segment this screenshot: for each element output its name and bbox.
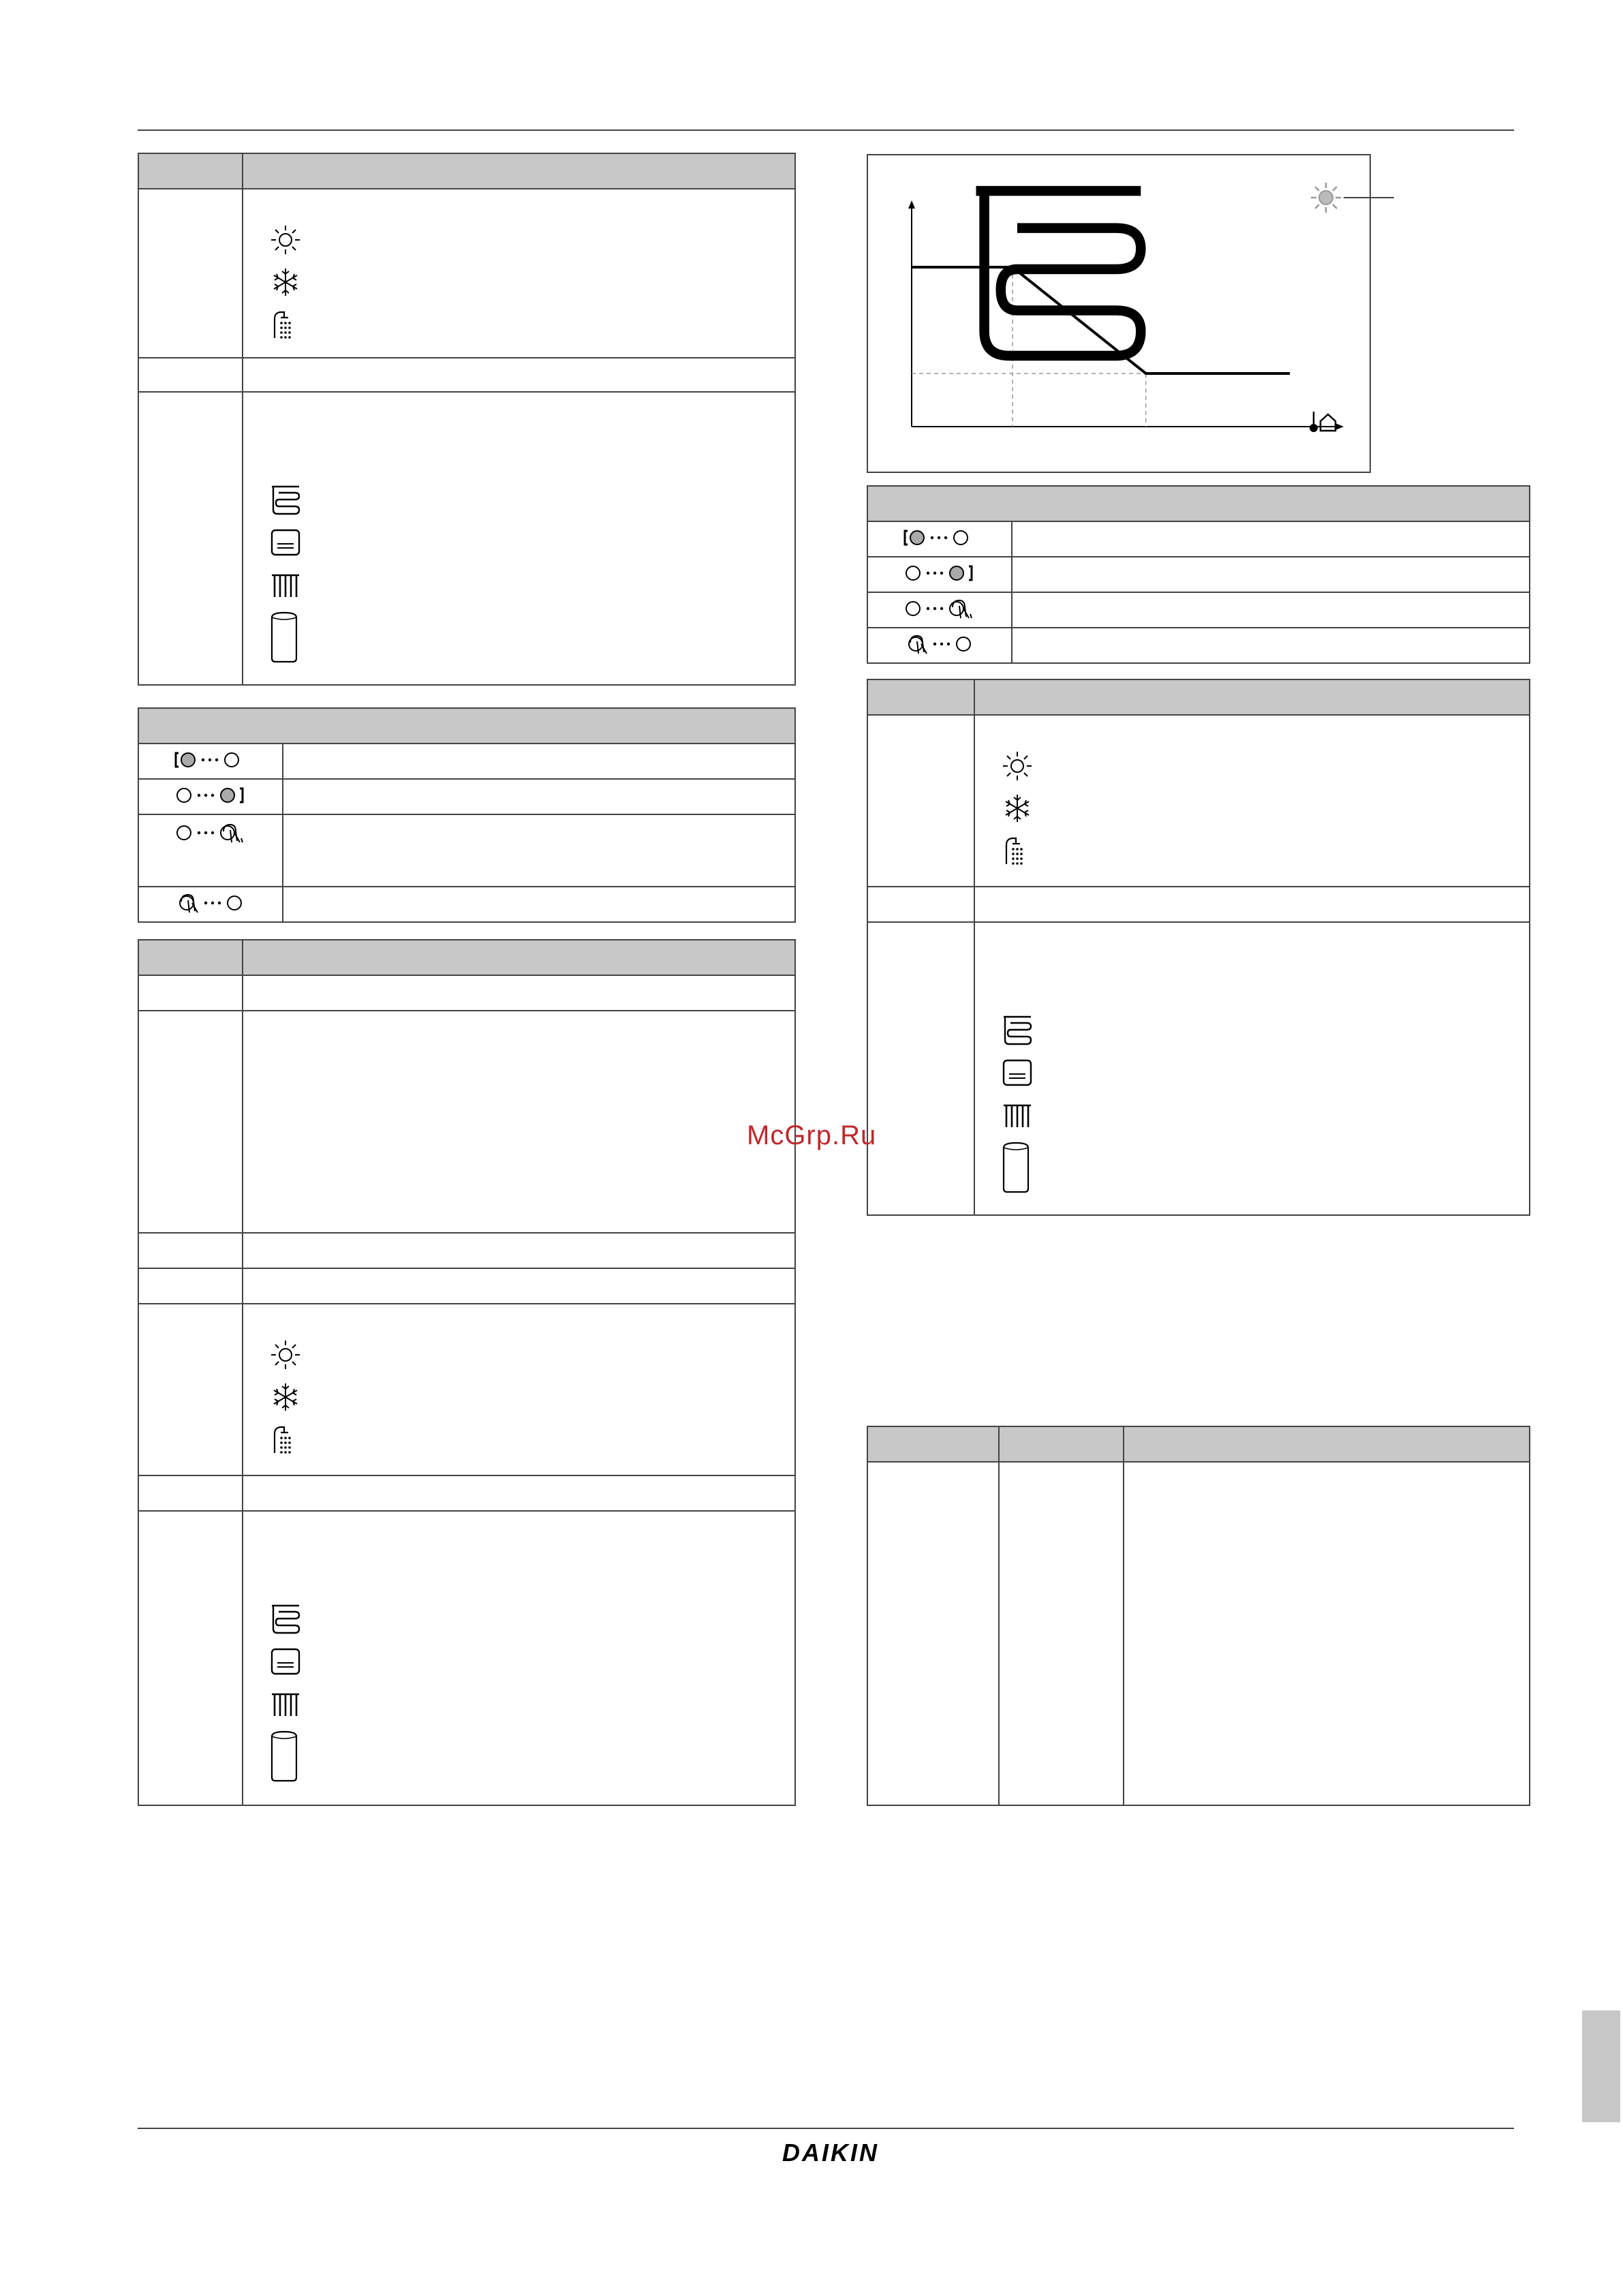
table-header-cell: [243, 153, 795, 189]
underfloor-heating-icon: [1001, 1014, 1034, 1047]
radiator-icon: [269, 568, 302, 601]
table-cell: [867, 887, 974, 922]
sequence-cell: [867, 592, 1012, 628]
table-cell: [243, 358, 795, 392]
table-cell: [243, 1233, 795, 1268]
table-cell: [867, 1462, 999, 1805]
table-cell: [243, 975, 795, 1011]
table-cell: [867, 715, 974, 887]
radiator-icon: [269, 1687, 302, 1720]
sun-icon: [269, 224, 302, 256]
legend-leader-extension: [1370, 197, 1394, 198]
watermark: McGrp.Ru: [747, 1120, 877, 1150]
sequence-end-icon: [902, 560, 977, 587]
table-header-cell: [867, 679, 974, 715]
shower-icon: [1001, 834, 1034, 867]
table-cell: [138, 1011, 243, 1233]
sequence-cell: [867, 521, 1012, 557]
sequence-table-left: [138, 707, 796, 923]
table-header-cell: [867, 1426, 999, 1462]
sun-icon: [1001, 750, 1034, 782]
table-cell: [999, 1462, 1124, 1805]
chapter-side-tab: [1582, 2010, 1620, 2122]
sequence-cell: [867, 628, 1012, 663]
tank-icon: [269, 1730, 299, 1783]
table-cell: [283, 744, 795, 779]
table-cell: [1124, 1462, 1530, 1805]
snowflake-icon: [1001, 792, 1034, 825]
fan-coil-icon: [269, 526, 302, 559]
x-axis-arrow: [1335, 423, 1344, 430]
fan-coil-icon: [269, 1645, 302, 1678]
table-cell: [138, 975, 243, 1011]
settings-table-2: [138, 939, 796, 1806]
table-header-cell: [138, 940, 243, 975]
mode-icon-cell: [974, 715, 1530, 887]
table-cell: [243, 1268, 795, 1304]
sequence-touch-return-icon: [173, 889, 248, 917]
sequence-end-icon: [173, 782, 248, 809]
emitter-icon-cell: [974, 922, 1530, 1215]
sequence-cell: [138, 814, 283, 887]
table-header-cell: [867, 486, 1530, 521]
table-cell: [138, 1475, 243, 1511]
underfloor-heating-icon: [269, 484, 302, 517]
sequence-start-icon: [173, 746, 248, 774]
table-header-cell: [243, 940, 795, 975]
sequence-touch-icon: [173, 819, 248, 846]
settings-table-3: [867, 679, 1530, 1216]
footer-rule: [138, 2128, 1514, 2129]
sequence-cell: [138, 744, 283, 779]
header-rule: [138, 129, 1514, 131]
daikin-logo: DAIKIN: [782, 2139, 879, 2167]
table-cell: [138, 1511, 243, 1805]
table-cell: [138, 1268, 243, 1304]
emitter-icon-cell: [243, 1511, 795, 1805]
shower-icon: [269, 308, 302, 341]
radiator-icon: [1001, 1099, 1034, 1131]
table-cell: [867, 922, 974, 1215]
mode-icon-cell: [243, 189, 795, 358]
table-cell: [138, 392, 243, 685]
x-axis-outdoor-temperature-icon: [1310, 412, 1335, 432]
table-cell: [138, 358, 243, 392]
table-cell: [138, 189, 243, 358]
table-header-cell: [138, 708, 795, 744]
table-cell: [974, 887, 1530, 922]
table-cell: [243, 1475, 795, 1511]
table-cell: [138, 1304, 243, 1475]
sequence-touch-return-icon: [902, 630, 977, 658]
table-cell: [1012, 628, 1530, 663]
shower-icon: [269, 1423, 302, 1456]
underfloor-heating-icon: [269, 1603, 302, 1636]
mode-icon-cell: [243, 1304, 795, 1475]
table-cell: [243, 1011, 795, 1233]
table-header-cell: [999, 1426, 1124, 1462]
tank-icon: [1001, 1141, 1031, 1194]
table-header-cell: [1124, 1426, 1530, 1462]
fan-coil-icon: [1001, 1056, 1034, 1089]
table-cell: [283, 814, 795, 887]
emitter-icon-cell: [243, 392, 795, 685]
tank-icon: [269, 611, 299, 664]
table-cell: [283, 779, 795, 814]
table-cell: [1012, 521, 1530, 557]
table-cell: [283, 887, 795, 922]
sequence-start-icon: [902, 524, 977, 551]
sequence-cell: [867, 557, 1012, 592]
table-header-cell: [138, 153, 243, 189]
legend-sun-icon: [1311, 183, 1341, 213]
table-cell: [138, 1233, 243, 1268]
sun-icon: [269, 1338, 302, 1371]
sequence-cell: [138, 779, 283, 814]
settings-table-1: [138, 153, 796, 686]
table-cell: [1012, 557, 1530, 592]
table-header-cell: [974, 679, 1530, 715]
y-axis-underfloor-heating-icon: [976, 191, 1141, 356]
sequence-touch-icon: [902, 595, 977, 622]
y-axis-arrow: [908, 200, 915, 209]
settings-table-4: [867, 1426, 1530, 1806]
sequence-cell: [138, 887, 283, 922]
snowflake-icon: [269, 1381, 302, 1413]
heating-curve-chart: [867, 154, 1371, 473]
table-cell: [1012, 592, 1530, 628]
snowflake-icon: [269, 266, 302, 299]
sequence-table-right: [867, 485, 1530, 664]
